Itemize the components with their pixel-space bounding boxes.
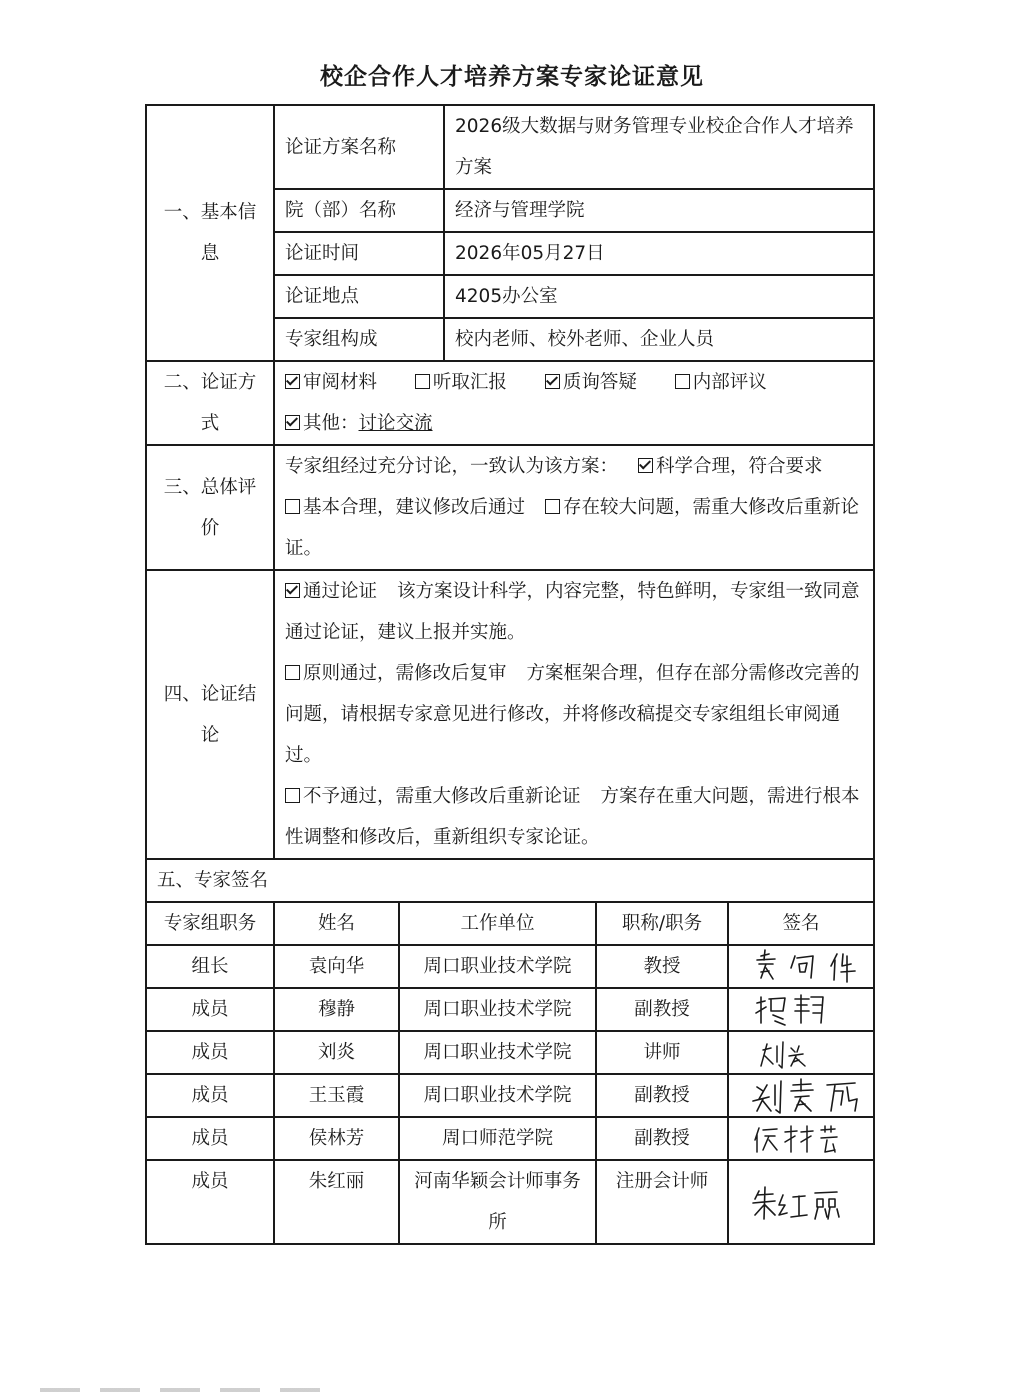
header-name: 姓名 [274, 902, 399, 945]
signature-handwritten [728, 1117, 874, 1160]
expert-name: 袁向华 [274, 945, 399, 988]
assessment-form [145, 104, 875, 1245]
expert-unit: 周口师范学院 [399, 1117, 596, 1160]
expert-title: 讲师 [596, 1031, 728, 1074]
header-unit: 工作单位 [399, 902, 596, 945]
method-row [146, 361, 874, 445]
expert-name: 穆静 [274, 988, 399, 1031]
expert-title: 副教授 [596, 1074, 728, 1117]
signature-header-row [146, 902, 874, 945]
conclusion-item-reject[interactable]: 不予通过，需重大修改后重新论证 方案存在重大问题，需进行根本性调整和修改后，重新组织专家论证。 [285, 786, 860, 848]
evaluation-option-2[interactable]: 基本合理，建议修改后通过 [285, 497, 525, 518]
signature-image [739, 1161, 874, 1243]
document-title: 校企合作人才培养方案专家论证意见 [320, 64, 704, 90]
header-title: 职称/职务 [596, 902, 728, 945]
scan-artifact [40, 1388, 340, 1392]
expert-name: 王玉霞 [274, 1074, 399, 1117]
signature-handwritten [728, 1031, 874, 1074]
conclusion-row [146, 570, 874, 859]
signature-image [739, 1118, 874, 1159]
section-conclusion: 四、论证结论 [146, 570, 274, 859]
signature-handwritten [728, 1160, 874, 1244]
label-panel: 专家组构成 [274, 318, 444, 361]
method-option-internal[interactable]: 内部评议 [675, 372, 767, 393]
value-date: 2026年05月27日 [444, 232, 874, 275]
signature-image [739, 946, 874, 987]
header-signature: 签名 [728, 902, 874, 945]
evaluation-intro: 专家组经过充分讨论，一致认为该方案： [285, 456, 619, 477]
section-evaluation: 三、总体评价 [146, 445, 274, 570]
checkbox-icon[interactable] [285, 583, 300, 598]
checkbox-icon[interactable] [545, 499, 560, 514]
expert-role: 成员 [146, 1031, 274, 1074]
label-location: 论证地点 [274, 275, 444, 318]
method-option-report[interactable]: 听取汇报 [415, 372, 507, 393]
checkbox-icon[interactable] [545, 374, 560, 389]
conclusion-item-conditional[interactable]: 原则通过，需修改后复审 方案框架合理，但存在部分需修改完善的问题，请根据专家意见进行修改，并将修改稿提交专家组组长审阅通过。 [285, 663, 860, 766]
expert-role: 成员 [146, 1117, 274, 1160]
label-plan-name: 论证方案名称 [274, 105, 444, 189]
value-panel: 校内老师、校外老师、企业人员 [444, 318, 874, 361]
expert-role: 成员 [146, 1160, 274, 1244]
expert-unit: 河南华颖会计师事务所 [399, 1160, 596, 1244]
signature-image [739, 1032, 874, 1073]
table-row [146, 1031, 874, 1074]
header-role: 专家组职务 [146, 902, 274, 945]
section-basic-info: 一、基本信息 [146, 105, 274, 361]
signature-image [739, 989, 874, 1030]
label-department: 院（部）名称 [274, 189, 444, 232]
evaluation-content [274, 445, 874, 570]
expert-title: 副教授 [596, 988, 728, 1031]
expert-unit: 周口职业技术学院 [399, 988, 596, 1031]
section-method: 二、论证方式 [146, 361, 274, 445]
expert-role: 组长 [146, 945, 274, 988]
expert-unit: 周口职业技术学院 [399, 1074, 596, 1117]
conclusion-item-pass[interactable]: 通过论证 该方案设计科学，内容完整，特色鲜明，专家组一致同意通过论证，建议上报并实施。 [285, 581, 860, 643]
expert-role: 成员 [146, 1074, 274, 1117]
method-option-other[interactable]: 其他：讨论交流 [285, 403, 863, 444]
checkbox-icon[interactable] [415, 374, 430, 389]
checkbox-icon[interactable] [638, 458, 653, 473]
signature-handwritten [728, 945, 874, 988]
value-location: 4205办公室 [444, 275, 874, 318]
expert-title: 注册会计师 [596, 1160, 728, 1244]
method-option-review[interactable]: 审阅材料 [285, 372, 377, 393]
expert-role: 成员 [146, 988, 274, 1031]
method-options [274, 361, 874, 445]
signature-section-row [146, 859, 874, 902]
table-row [146, 1074, 874, 1117]
evaluation-option-1[interactable]: 科学合理，符合要求 [638, 456, 823, 477]
checkbox-icon[interactable] [285, 374, 300, 389]
method-other-value: 讨论交流 [358, 413, 433, 434]
table-row [146, 1117, 874, 1160]
expert-title: 教授 [596, 945, 728, 988]
table-row [146, 1160, 874, 1244]
basic-info-row-1 [146, 105, 874, 189]
checkbox-icon[interactable] [285, 499, 300, 514]
checkbox-icon[interactable] [285, 415, 300, 430]
value-department: 经济与管理学院 [444, 189, 874, 232]
expert-name: 朱红丽 [274, 1160, 399, 1244]
checkbox-icon[interactable] [285, 665, 300, 680]
signature-handwritten [728, 1074, 874, 1117]
expert-name: 侯林芳 [274, 1117, 399, 1160]
signature-handwritten [728, 988, 874, 1031]
expert-unit: 周口职业技术学院 [399, 945, 596, 988]
value-plan-name: 2026级大数据与财务管理专业校企合作人才培养方案 [444, 105, 874, 189]
method-option-inquiry[interactable]: 质询答疑 [545, 372, 637, 393]
table-row [146, 988, 874, 1031]
signature-image [739, 1075, 874, 1116]
expert-name: 刘炎 [274, 1031, 399, 1074]
checkbox-icon[interactable] [285, 788, 300, 803]
expert-unit: 周口职业技术学院 [399, 1031, 596, 1074]
evaluation-option-3[interactable]: 存在较大问题，需重大修改后重新论证。 [285, 497, 860, 559]
expert-title: 副教授 [596, 1117, 728, 1160]
checkbox-icon[interactable] [675, 374, 690, 389]
section-signatures: 五、专家签名 [146, 859, 874, 902]
conclusion-content [274, 570, 874, 859]
table-row [146, 945, 874, 988]
evaluation-row [146, 445, 874, 570]
label-date: 论证时间 [274, 232, 444, 275]
